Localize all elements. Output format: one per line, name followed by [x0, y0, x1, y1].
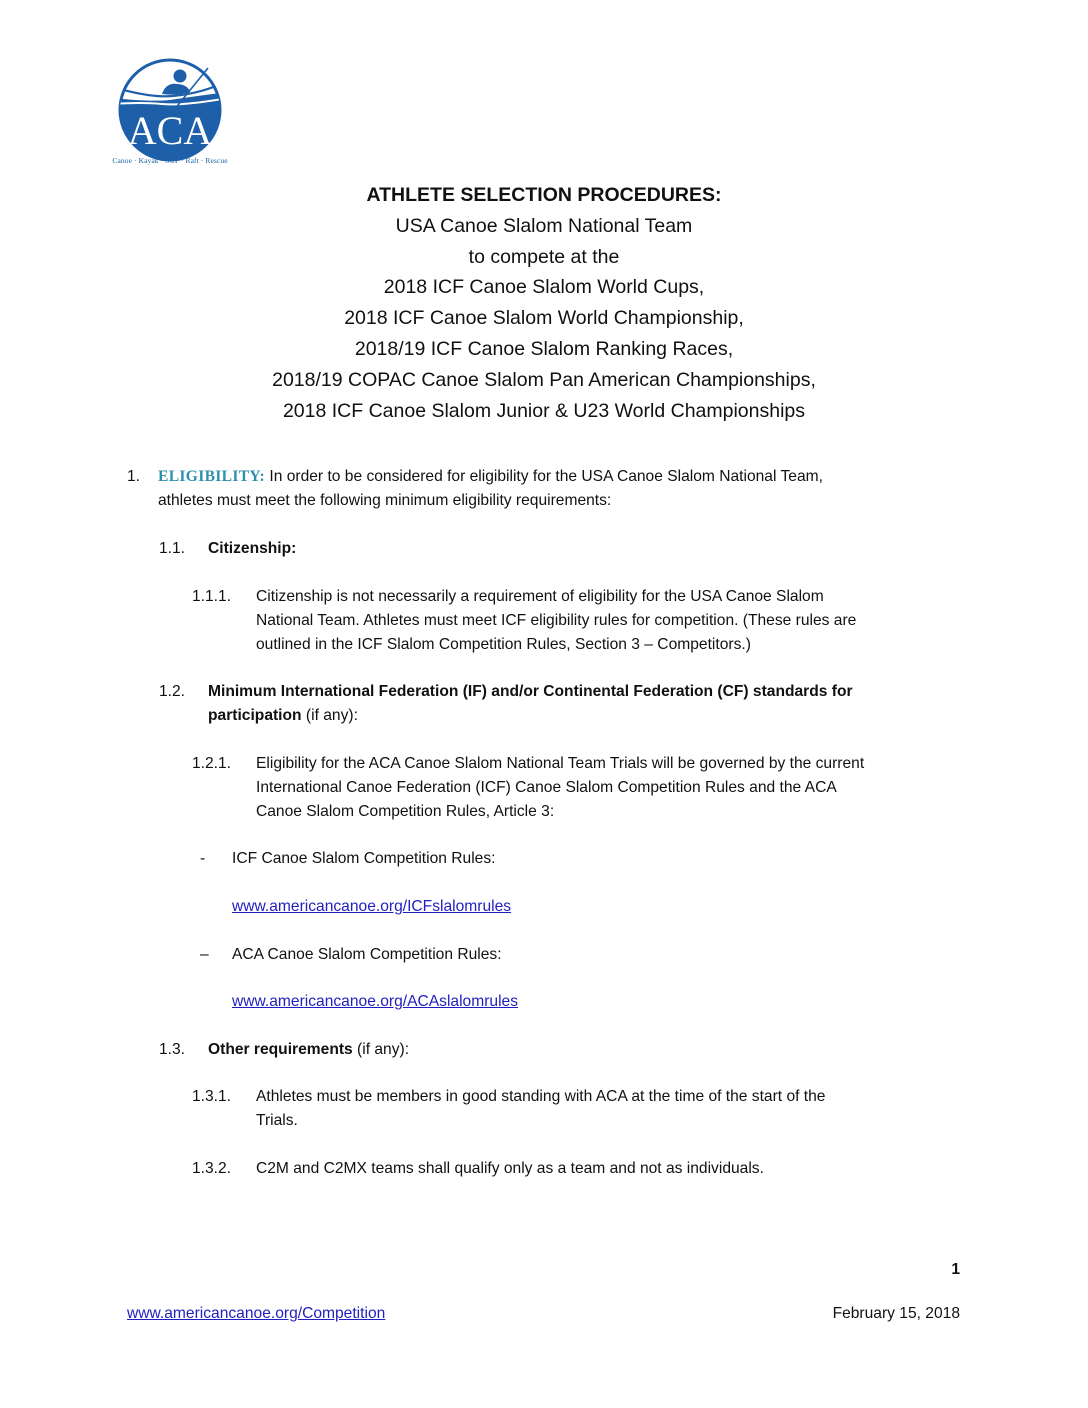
title-line: 2018 ICF Canoe Slalom Junior & U23 World Championships: [282, 399, 806, 422]
aca-logo: [112, 58, 228, 170]
title-line: 2018 ICF Canoe Slalom World Championship,: [344, 307, 744, 330]
section-1-number: 1.: [127, 468, 141, 485]
title-line: USA Canoe Slalom National Team: [395, 214, 693, 237]
section-1-3-1-text: [256, 1085, 825, 1133]
bullet-label-icf-rules: ICF Canoe Slalom Competition Rules:: [232, 850, 496, 867]
page-number: 1: [951, 1261, 960, 1278]
title-line: to compete at the: [468, 245, 620, 268]
section-1-intro: [158, 465, 958, 489]
section-1-3-2-text: [256, 1157, 764, 1181]
link-icf-slalom-rules[interactable]: www.americancanoe.org/ICFslalomrules: [232, 898, 512, 915]
section-1-3-heading: [208, 1038, 409, 1062]
footer-date: February 15, 2018: [832, 1305, 960, 1322]
bullet-marker: -: [200, 850, 206, 867]
section-1-1-1-text: [256, 585, 856, 657]
section-1-2-heading-line1: Minimum International Federation (IF) and/or Continental Federation (CF) standards for: [208, 683, 853, 700]
title-line: 2018/19 COPAC Canoe Slalom Pan American Championships,: [272, 368, 816, 391]
logo-caption: Canoe · Kayak · SUP · Raft · Rescue: [112, 156, 228, 165]
document-title-block: [150, 180, 938, 426]
title-line: 2018/19 ICF Canoe Slalom Ranking Races,: [354, 337, 734, 360]
section-1-1-heading: Citizenship:: [208, 540, 297, 557]
link-aca-slalom-rules[interactable]: www.americancanoe.org/ACAslalomrules: [232, 993, 519, 1010]
paragraph-line: Athletes must be members in good standing with ACA at the time of the start of the: [256, 1088, 826, 1105]
section-1-2-1-number: 1.2.1.: [192, 755, 232, 772]
section-1-1-1-number: 1.1.1.: [192, 588, 232, 605]
logo-text: ACA: [127, 108, 213, 153]
section-1-text-line2: athletes must meet the following minimum eligibility requirements:: [158, 492, 612, 509]
section-1-text-line1: In order to be considered for eligibility for the USA Canoe Slalom National Team,: [269, 468, 823, 485]
title-line: 2018 ICF Canoe Slalom World Cups,: [383, 276, 705, 299]
section-1-2-1-text: [256, 752, 864, 824]
paragraph-line: Canoe Slalom Competition Rules, Article 3:: [256, 803, 555, 820]
document-title: ATHLETE SELECTION PROCEDURES:: [366, 184, 722, 206]
paragraph-line: outlined in the ICF Slalom Competition Rules, Section 3 – Competitors.): [256, 636, 751, 653]
section-1-2-number: 1.2.: [159, 683, 186, 700]
bullet-label-aca-rules: ACA Canoe Slalom Competition Rules:: [232, 946, 502, 963]
section-1-3-heading-rest: (if any):: [352, 1041, 410, 1058]
section-1-3-1-number: 1.3.1.: [192, 1088, 232, 1105]
section-1-2-heading-rest: (if any):: [301, 707, 358, 724]
section-1-heading: ELIGIBILITY:: [158, 468, 266, 485]
paragraph-line: National Team. Athletes must meet ICF eligibility rules for competition. (These rules are: [256, 612, 857, 629]
footer-competition-link[interactable]: www.americancanoe.org/Competition: [127, 1305, 386, 1322]
paragraph-line: Trials.: [256, 1112, 298, 1129]
section-1-2-heading-bold: participation: [208, 707, 302, 724]
paragraph-line: Citizenship is not necessarily a requirement of eligibility for the USA Canoe Slalom: [256, 588, 824, 605]
paragraph-line: C2M and C2MX teams shall qualify only as a team and not as individuals.: [256, 1160, 764, 1177]
section-1-3-heading-bold: Other requirements: [208, 1041, 353, 1058]
section-1-1-number: 1.1.: [159, 540, 186, 557]
section-1-2-heading: [208, 680, 853, 728]
paragraph-line: Eligibility for the ACA Canoe Slalom National Team Trials will be governed by the current: [256, 755, 865, 772]
section-1-2-heading-line2: [208, 704, 853, 728]
section-1-3-number: 1.3.: [159, 1041, 186, 1058]
section-1-3-2-number: 1.3.2.: [192, 1160, 232, 1177]
paragraph-line: International Canoe Federation (ICF) Canoe Slalom Competition Rules and the ACA: [256, 779, 837, 796]
aca-logo-graphic: [112, 58, 228, 170]
bullet-marker: –: [200, 946, 209, 963]
